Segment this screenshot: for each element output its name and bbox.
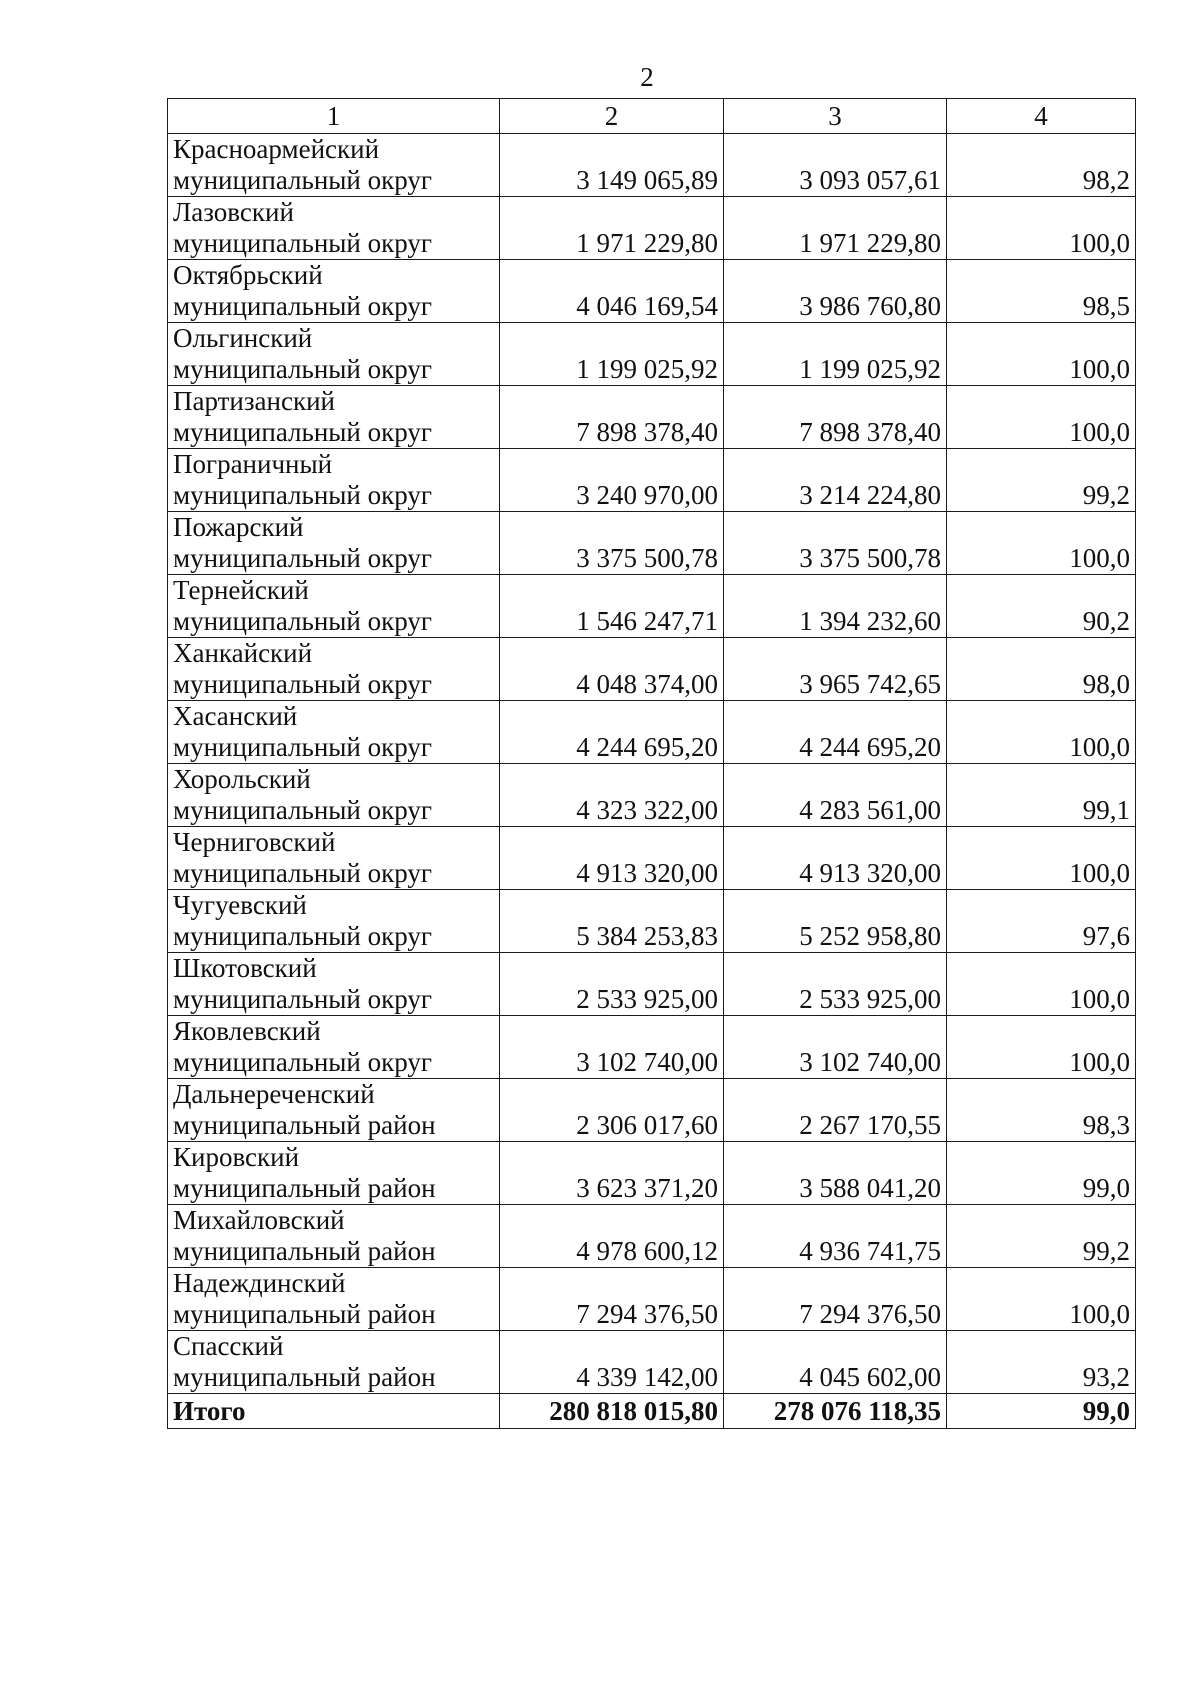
header-col-3: 3 [724,99,947,134]
table-footer [168,1394,1136,1429]
value-col2: 4 046 169,54 [500,260,724,323]
table-row [168,323,1136,386]
value-col3: 1 199 025,92 [724,323,947,386]
municipality-name: Партизанский [173,386,335,416]
value-col3: 1 394 232,60 [724,575,947,638]
value-col3: 2 533 925,00 [724,953,947,1016]
header-col-1: 1 [168,99,500,134]
value-col4: 98,3 [947,1079,1136,1142]
value-col3: 3 102 740,00 [724,1016,947,1079]
municipality-name: Яковлевский [173,1016,321,1046]
value-col4: 98,5 [947,260,1136,323]
value-col3: 4 283 561,00 [724,764,947,827]
table-row [168,638,1136,701]
value-col4: 97,6 [947,890,1136,953]
total-col-2: 280 818 015,80 [500,1394,724,1429]
municipality-name: Октябрьский [173,260,323,290]
municipality-type: муниципальный округ [173,291,432,321]
municipality-name: Спасский [173,1331,284,1361]
municipality-type: муниципальный округ [173,795,432,825]
table-row [168,1268,1136,1331]
municipality-cell [168,386,500,449]
value-col2: 3 375 500,78 [500,512,724,575]
header-row [168,99,1136,134]
municipality-name: Ольгинский [173,323,313,353]
table-row [168,260,1136,323]
municipality-name: Ханкайский [173,638,313,668]
municipality-cell [168,1331,500,1394]
value-col2: 7 898 378,40 [500,386,724,449]
value-col4: 100,0 [947,953,1136,1016]
table-row [168,764,1136,827]
value-col2: 4 339 142,00 [500,1331,724,1394]
value-col4: 100,0 [947,1016,1136,1079]
value-col3: 4 244 695,20 [724,701,947,764]
table-row [168,1016,1136,1079]
table-row [168,1205,1136,1268]
municipality-type: муниципальный округ [173,858,432,888]
value-col2: 2 533 925,00 [500,953,724,1016]
value-col2: 3 623 371,20 [500,1142,724,1205]
value-col2: 3 240 970,00 [500,449,724,512]
data-table [167,98,1136,1429]
municipality-cell [168,1142,500,1205]
municipality-type: муниципальный округ [173,165,432,195]
value-col4: 99,0 [947,1142,1136,1205]
value-col2: 3 149 065,89 [500,134,724,197]
value-col2: 4 048 374,00 [500,638,724,701]
value-col3: 3 214 224,80 [724,449,947,512]
value-col4: 98,0 [947,638,1136,701]
value-col2: 5 384 253,83 [500,890,724,953]
value-col3: 4 936 741,75 [724,1205,947,1268]
municipality-type: муниципальный округ [173,669,432,699]
value-col3: 1 971 229,80 [724,197,947,260]
value-col2: 1 546 247,71 [500,575,724,638]
value-col2: 4 978 600,12 [500,1205,724,1268]
municipality-cell [168,260,500,323]
municipality-type: муниципальный округ [173,606,432,636]
page-number: 2 [640,62,654,92]
value-col4: 100,0 [947,323,1136,386]
value-col3: 5 252 958,80 [724,890,947,953]
municipality-name: Чугуевский [173,890,307,920]
municipality-cell [168,197,500,260]
value-col4: 99,2 [947,449,1136,512]
municipality-cell [168,449,500,512]
value-col3: 3 965 742,65 [724,638,947,701]
table-body [168,134,1136,1394]
header-col-2: 2 [500,99,724,134]
municipality-type: муниципальный район [173,1110,436,1140]
municipality-name: Дальнереченский [173,1079,375,1109]
table-row [168,1142,1136,1205]
value-col3: 4 913 320,00 [724,827,947,890]
value-col3: 3 986 760,80 [724,260,947,323]
total-label: Итого [168,1394,500,1429]
table-row [168,197,1136,260]
municipality-cell [168,323,500,386]
municipality-type: муниципальный округ [173,1047,432,1077]
municipality-name: Хасанский [173,701,298,731]
value-col4: 100,0 [947,701,1136,764]
municipality-type: муниципальный округ [173,732,432,762]
municipality-type: муниципальный округ [173,480,432,510]
value-col3: 7 294 376,50 [724,1268,947,1331]
municipality-type: муниципальный округ [173,921,432,951]
value-col2: 4 323 322,00 [500,764,724,827]
municipality-cell [168,701,500,764]
value-col2: 1 199 025,92 [500,323,724,386]
municipality-cell [168,953,500,1016]
value-col3: 3 588 041,20 [724,1142,947,1205]
municipality-type: муниципальный район [173,1236,436,1266]
value-col3: 3 375 500,78 [724,512,947,575]
municipality-name: Тернейский [173,575,309,605]
table-row [168,134,1136,197]
value-col4: 98,2 [947,134,1136,197]
value-col3: 7 898 378,40 [724,386,947,449]
municipality-name: Михайловский [173,1205,345,1235]
municipality-cell [168,1268,500,1331]
municipality-name: Шкотовский [173,953,317,983]
municipality-cell [168,1016,500,1079]
table-row [168,449,1136,512]
table-row [168,890,1136,953]
value-col4: 100,0 [947,827,1136,890]
municipality-name: Хорольский [173,764,311,794]
value-col2: 3 102 740,00 [500,1016,724,1079]
table-row [168,575,1136,638]
municipality-type: муниципальный район [173,1299,436,1329]
value-col3: 4 045 602,00 [724,1331,947,1394]
total-col-4: 99,0 [947,1394,1136,1429]
table-row [168,953,1136,1016]
municipality-cell [168,512,500,575]
municipality-cell [168,575,500,638]
municipality-type: муниципальный округ [173,543,432,573]
value-col4: 100,0 [947,1268,1136,1331]
municipality-type: муниципальный район [173,1362,436,1392]
municipality-cell [168,827,500,890]
municipality-cell [168,1205,500,1268]
municipality-name: Пограничный [173,449,333,479]
table-header [168,99,1136,134]
value-col2: 2 306 017,60 [500,1079,724,1142]
value-col3: 2 267 170,55 [724,1079,947,1142]
table-row [168,512,1136,575]
municipality-name: Кировский [173,1142,300,1172]
municipality-name: Красноармейский [173,134,380,164]
value-col4: 100,0 [947,197,1136,260]
municipality-name: Черниговский [173,827,336,857]
municipality-cell [168,764,500,827]
municipality-name: Лазовский [173,197,294,227]
value-col2: 1 971 229,80 [500,197,724,260]
table-row [168,827,1136,890]
municipality-type: муниципальный район [173,1173,436,1203]
municipality-type: муниципальный округ [173,228,432,258]
value-col4: 90,2 [947,575,1136,638]
municipality-cell [168,134,500,197]
table-row [168,1331,1136,1394]
municipality-name: Надеждинский [173,1268,346,1298]
municipality-cell [168,638,500,701]
municipality-type: муниципальный округ [173,984,432,1014]
value-col2: 4 913 320,00 [500,827,724,890]
value-col4: 99,1 [947,764,1136,827]
total-row [168,1394,1136,1429]
value-col4: 93,2 [947,1331,1136,1394]
value-col4: 100,0 [947,386,1136,449]
table-row [168,386,1136,449]
value-col3: 3 093 057,61 [724,134,947,197]
municipality-type: муниципальный округ [173,354,432,384]
total-col-3: 278 076 118,35 [724,1394,947,1429]
table-row [168,701,1136,764]
header-col-4: 4 [947,99,1136,134]
value-col4: 100,0 [947,512,1136,575]
value-col2: 7 294 376,50 [500,1268,724,1331]
table-row [168,1079,1136,1142]
municipality-name: Пожарский [173,512,304,542]
municipality-cell [168,1079,500,1142]
municipality-cell [168,890,500,953]
value-col2: 4 244 695,20 [500,701,724,764]
value-col4: 99,2 [947,1205,1136,1268]
municipality-type: муниципальный округ [173,417,432,447]
